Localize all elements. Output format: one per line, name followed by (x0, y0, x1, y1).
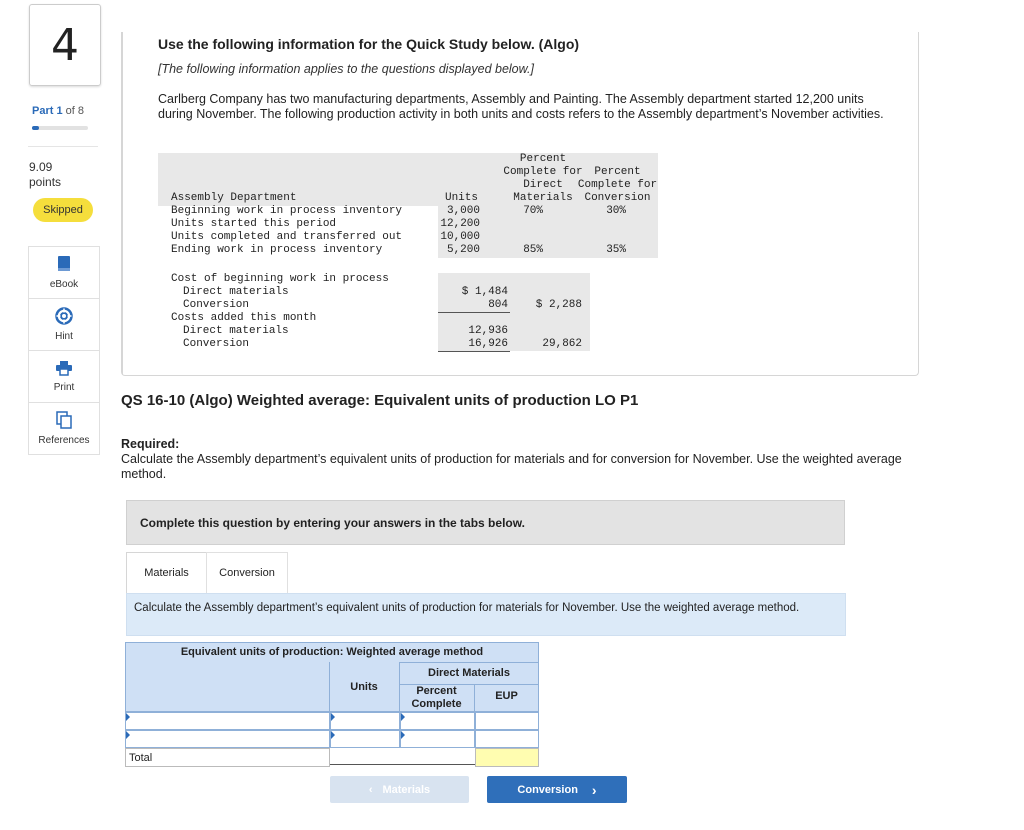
cost-begin-total: $ 2,288 (535, 299, 582, 311)
header-pcm-1: Percent (519, 153, 567, 165)
row-units: 3,000 (446, 205, 480, 217)
row-pcc: 30% (606, 205, 626, 217)
row-label: Units completed and transferred out (171, 231, 403, 243)
part-current: 1 (56, 105, 63, 117)
chevron-left-icon: ‹ (368, 783, 373, 796)
total-row (125, 748, 330, 767)
row-label: Ending work in process inventory (171, 244, 383, 256)
cost-title-1: Cost of beginning work in process (171, 273, 389, 285)
row-label-input[interactable] (125, 712, 330, 730)
col-eup: EUP (495, 690, 518, 702)
header-units: Units (444, 192, 478, 204)
row-label-input[interactable] (125, 730, 330, 748)
part-progress-fill (32, 126, 39, 130)
ebook-button[interactable] (29, 247, 99, 299)
units-input[interactable] (330, 730, 400, 748)
total-eup-cell (475, 748, 539, 767)
eup-cell (475, 730, 539, 748)
header-pcm-4: Materials (513, 192, 573, 204)
status-badge: Skipped (33, 198, 93, 222)
row-units: 5,200 (446, 244, 480, 256)
header-pcm-2: Complete for (503, 166, 583, 178)
part-label: Part (32, 105, 54, 117)
row-units: 12,200 (440, 218, 480, 230)
part-indicator (32, 105, 84, 117)
cost-conv-label: Conversion (183, 299, 250, 311)
added-dm-label: Direct materials (183, 325, 289, 337)
col-percent: Percent Complete (411, 685, 462, 710)
references-button[interactable] (29, 403, 99, 454)
cost-conv-value: 804 (488, 299, 508, 311)
info-title: Use the following information for the Quick Study below. (Algo) (158, 36, 580, 52)
cost-title-2: Costs added this month (171, 312, 317, 324)
info-subtitle: [The following information applies to the questions displayed below.] (158, 62, 534, 76)
header-pcc-1: Percent (594, 166, 641, 178)
eup-cell (475, 712, 539, 730)
row-pcm: 85% (523, 244, 543, 256)
references-label: References (38, 435, 90, 446)
prev-tab-label: Materials (382, 783, 431, 796)
header-pcc-3: Conversion (584, 192, 651, 204)
lifebuoy-icon (55, 307, 73, 329)
required-label: Required: (121, 437, 180, 451)
tab-instruction: Calculate the Assembly department’s equivalent units of production for materials for November. Use the weighted average method. (126, 593, 846, 636)
documents-icon (56, 411, 72, 433)
row-units: 10,000 (440, 231, 480, 243)
points-block (29, 160, 61, 190)
cost-dm-value: $ 1,484 (461, 286, 508, 298)
hint-label: Hint (55, 331, 73, 342)
question-title: QS 16-10 (Algo) Weighted average: Equivalent units of production LO P1 (121, 392, 639, 409)
part-of: of 8 (65, 105, 85, 117)
added-total: 29,862 (542, 338, 582, 350)
required-text: Calculate the Assembly department’s equivalent units of production for materials and for conversion for November. Use the weighted average method. (121, 452, 902, 481)
added-dm-value: 12,936 (468, 325, 508, 337)
added-conv-label: Conversion (183, 338, 250, 350)
chevron-right-icon: › (591, 781, 597, 798)
printer-icon (55, 360, 73, 380)
hint-button[interactable] (29, 299, 99, 351)
units-input[interactable] (330, 712, 400, 730)
tools-panel (28, 246, 100, 455)
total-label: Total (129, 752, 153, 764)
row-pcc: 35% (606, 244, 626, 256)
percent-input[interactable] (400, 712, 475, 730)
row-label: Beginning work in process inventory (171, 205, 403, 217)
print-button[interactable] (29, 351, 99, 403)
question-number: 4 (29, 4, 101, 86)
section-title: Assembly Department (171, 192, 297, 204)
header-pcm-3: Direct (523, 179, 563, 191)
prev-tab-button[interactable] (330, 776, 469, 803)
info-paragraph: Carlberg Company has two manufacturing departments, Assembly and Painting. The Assembly department started 12,200 units during November. The following production activity in both units and costs refers to the Assembly department’s November activities. (158, 92, 884, 121)
header-pcc-2: Complete for (577, 179, 658, 191)
group-header: Direct Materials (428, 667, 510, 679)
rail-divider (28, 146, 98, 147)
points-value: 9.09 (29, 160, 53, 174)
row-label: Units started this period (171, 218, 337, 230)
ebook-label: eBook (49, 279, 79, 290)
col-units: Units (350, 681, 378, 693)
book-icon (56, 255, 72, 277)
added-conv-value: 16,926 (468, 338, 508, 350)
next-tab-label: Conversion (517, 783, 578, 796)
tab-materials[interactable]: Materials (126, 552, 207, 594)
percent-input[interactable] (400, 730, 475, 748)
instruction-banner: Complete this question by entering your answers in the tabs below. (126, 500, 845, 545)
row-pcm: 70% (523, 205, 543, 217)
answer-grid-title: Equivalent units of production: Weighted average method (180, 646, 484, 658)
part-progress-bar (32, 126, 88, 130)
points-label: points (29, 175, 62, 189)
print-label: Print (53, 382, 75, 393)
cost-dm-label: Direct materials (183, 286, 289, 298)
next-tab-button[interactable] (487, 776, 627, 803)
production-data-table (158, 153, 658, 353)
tab-conversion[interactable]: Conversion (206, 552, 288, 593)
